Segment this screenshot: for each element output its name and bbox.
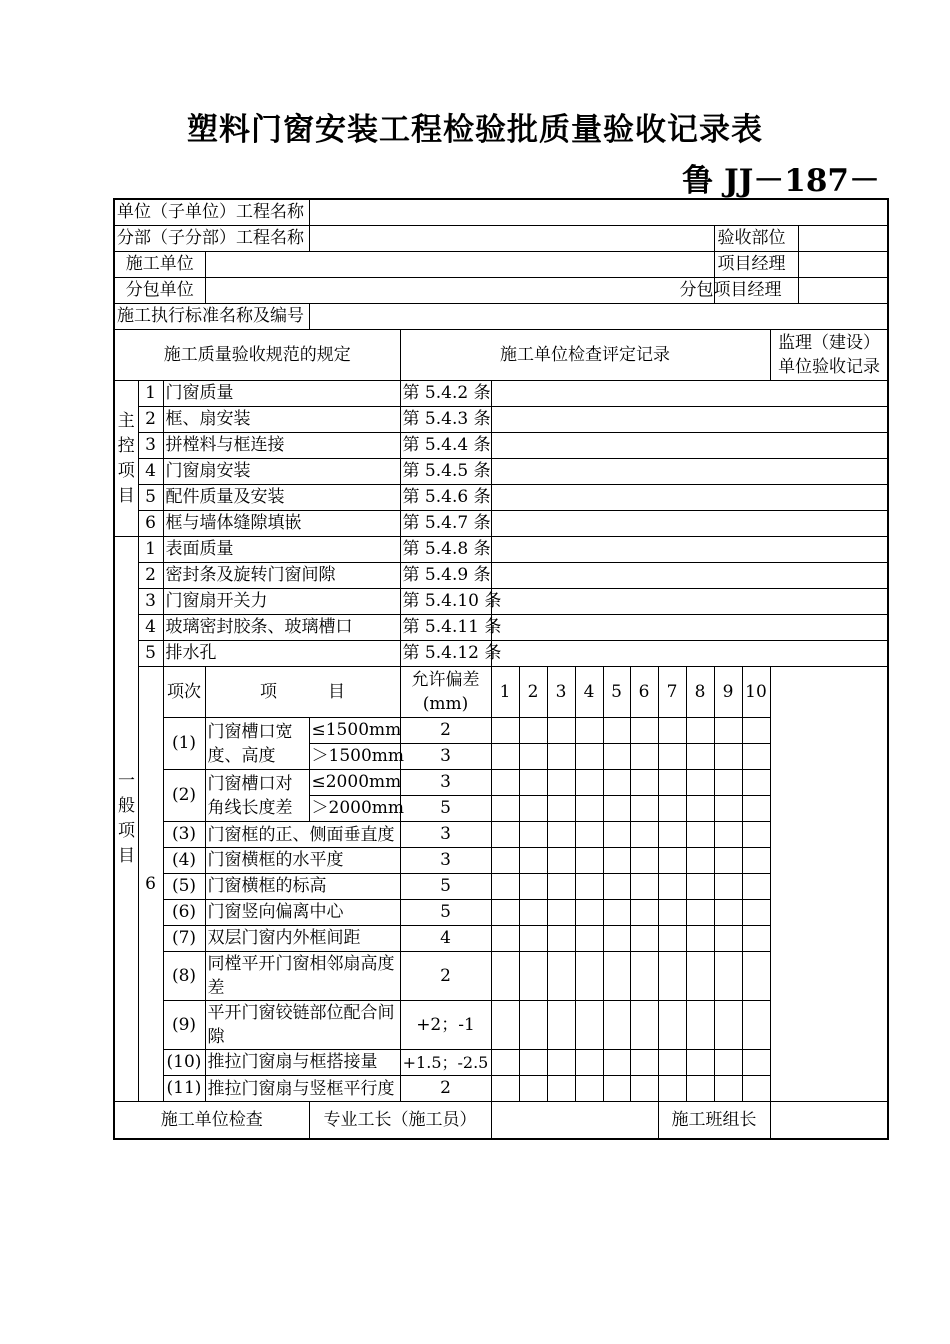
- dev-value: 2: [400, 1076, 491, 1102]
- subcontract-manager-value[interactable]: [799, 278, 888, 303]
- point-cell[interactable]: [630, 874, 658, 900]
- footer-foreman-label: 专业工长（施工员）: [309, 1102, 491, 1140]
- footer-team-leader-value[interactable]: [770, 1102, 888, 1140]
- construction-unit-label: 施工单位: [114, 252, 205, 278]
- point-cell[interactable]: [658, 796, 686, 822]
- point-cell[interactable]: [547, 952, 575, 1001]
- point-heading: 5: [603, 667, 630, 718]
- subcontract-unit-label: 分包单位: [114, 278, 205, 304]
- point-cell[interactable]: [491, 718, 519, 744]
- item-clause: 第 5.4.11 条: [400, 615, 491, 641]
- point-cell[interactable]: [491, 796, 519, 822]
- point-cell[interactable]: [686, 848, 714, 874]
- project-manager-value[interactable]: [799, 252, 888, 277]
- point-cell[interactable]: [714, 1001, 742, 1050]
- point-heading: 6: [630, 667, 658, 718]
- point-cell[interactable]: [547, 718, 575, 744]
- point-cell[interactable]: [714, 1050, 742, 1076]
- point-cell[interactable]: [575, 952, 603, 1001]
- dev-value: 3: [400, 744, 491, 770]
- record-cell[interactable]: [491, 537, 888, 563]
- item-name: 门窗扇开关力: [163, 589, 400, 615]
- point-cell[interactable]: [575, 718, 603, 744]
- point-cell[interactable]: [519, 1050, 547, 1076]
- item-clause: 第 5.4.10 条: [400, 589, 491, 615]
- dev-value: 2: [400, 952, 491, 1001]
- point-heading: 9: [714, 667, 742, 718]
- dev-value: 4: [400, 926, 491, 952]
- point-cell[interactable]: [575, 822, 603, 848]
- point-cell[interactable]: [742, 796, 770, 822]
- dev-seq: (1): [163, 718, 205, 770]
- point-cell[interactable]: [714, 900, 742, 926]
- point-cell[interactable]: [658, 770, 686, 796]
- point-cell[interactable]: [491, 822, 519, 848]
- point-cell[interactable]: [603, 952, 630, 1001]
- item-no: 2: [138, 407, 163, 433]
- point-heading: 3: [547, 667, 575, 718]
- point-cell[interactable]: [575, 796, 603, 822]
- point-cell[interactable]: [603, 1050, 630, 1076]
- inspection-form: [113, 198, 889, 1140]
- dev-seq: (8): [163, 952, 205, 1001]
- dev-seq: (9): [163, 1001, 205, 1050]
- point-cell[interactable]: [519, 770, 547, 796]
- point-cell[interactable]: [547, 874, 575, 900]
- point-cell[interactable]: [575, 848, 603, 874]
- point-cell[interactable]: [714, 952, 742, 1001]
- item-name: 排水孔: [163, 641, 400, 667]
- point-cell[interactable]: [491, 848, 519, 874]
- point-cell[interactable]: [519, 952, 547, 1001]
- allowed-heading: 允许偏差: [411, 670, 480, 690]
- point-cell[interactable]: [491, 1076, 519, 1102]
- record-cell[interactable]: [491, 407, 888, 433]
- item-no: 5: [138, 485, 163, 511]
- point-cell[interactable]: [603, 926, 630, 952]
- subcontract-manager-label: 分包项目经理: [677, 278, 799, 303]
- point-cell[interactable]: [714, 718, 742, 744]
- dev-name: 门窗槽口宽度、高度: [205, 718, 309, 770]
- dev-name: 门窗竖向偏离中心: [205, 900, 400, 926]
- standard-value[interactable]: [309, 304, 888, 330]
- point-cell[interactable]: [603, 770, 630, 796]
- point-cell[interactable]: [686, 1050, 714, 1076]
- point-cell[interactable]: [686, 952, 714, 1001]
- dev-seq: (5): [163, 874, 205, 900]
- point-cell[interactable]: [575, 1050, 603, 1076]
- seq-heading: 项次: [163, 667, 205, 718]
- record-cell[interactable]: [491, 511, 888, 537]
- point-cell[interactable]: [575, 770, 603, 796]
- point-cell[interactable]: [630, 952, 658, 1001]
- item6-no: 6: [138, 667, 163, 1102]
- dev-cond: ＞2000mm: [309, 796, 400, 822]
- point-cell[interactable]: [742, 926, 770, 952]
- point-cell[interactable]: [519, 822, 547, 848]
- dev-cond: ≤2000mm: [309, 770, 400, 796]
- point-cell[interactable]: [630, 900, 658, 926]
- dev-name: 门窗横框的水平度: [205, 848, 400, 874]
- record-cell[interactable]: [491, 589, 888, 615]
- point-cell[interactable]: [630, 1050, 658, 1076]
- main-control-label: 主 控 项 目: [114, 381, 138, 537]
- point-cell[interactable]: [686, 822, 714, 848]
- item-clause: 第 5.4.12 条: [400, 641, 491, 667]
- point-cell[interactable]: [491, 744, 519, 770]
- footer-check-label: 施工单位检查: [114, 1102, 309, 1140]
- point-cell[interactable]: [686, 770, 714, 796]
- point-cell[interactable]: [658, 1001, 686, 1050]
- point-cell[interactable]: [742, 874, 770, 900]
- point-cell[interactable]: [686, 1001, 714, 1050]
- point-cell[interactable]: [547, 848, 575, 874]
- point-heading: 8: [686, 667, 714, 718]
- point-heading: 2: [519, 667, 547, 718]
- point-cell[interactable]: [630, 848, 658, 874]
- point-cell[interactable]: [742, 770, 770, 796]
- record-cell[interactable]: [491, 381, 888, 407]
- point-cell[interactable]: [603, 796, 630, 822]
- footer-team-leader-label: 施工班组长: [658, 1102, 770, 1140]
- dev-value: 3: [400, 770, 491, 796]
- dev-seq: (6): [163, 900, 205, 926]
- point-cell[interactable]: [658, 848, 686, 874]
- item-no: 4: [138, 459, 163, 485]
- point-cell[interactable]: [714, 744, 742, 770]
- item-no: 1: [138, 537, 163, 563]
- footer-foreman-value[interactable]: [491, 1102, 658, 1140]
- dev-name: 同樘平开门窗相邻扇高度差: [205, 952, 400, 1001]
- point-cell[interactable]: [491, 1001, 519, 1050]
- point-cell[interactable]: [603, 900, 630, 926]
- dev-seq: (11): [163, 1076, 205, 1102]
- unit-project-label: 单位（子单位）工程名称: [114, 199, 309, 226]
- point-cell[interactable]: [742, 822, 770, 848]
- point-cell[interactable]: [630, 1076, 658, 1102]
- point-cell[interactable]: [714, 848, 742, 874]
- dev-value: 5: [400, 900, 491, 926]
- item-no: 4: [138, 615, 163, 641]
- point-cell[interactable]: [658, 900, 686, 926]
- item-clause: 第 5.4.9 条: [400, 563, 491, 589]
- point-cell[interactable]: [686, 718, 714, 744]
- construction-unit-value[interactable]: [205, 252, 714, 278]
- item-name: 玻璃密封胶条、玻璃槽口: [163, 615, 400, 641]
- item-heading: 项 目: [205, 667, 400, 718]
- item-name: 框与墙体缝隙填嵌: [163, 511, 400, 537]
- dev-seq: (3): [163, 822, 205, 848]
- point-heading: 1: [491, 667, 519, 718]
- item-name: 密封条及旋转门窗间隙: [163, 563, 400, 589]
- point-cell[interactable]: [603, 874, 630, 900]
- point-cell[interactable]: [547, 1001, 575, 1050]
- point-cell[interactable]: [742, 718, 770, 744]
- item-name: 配件质量及安装: [163, 485, 400, 511]
- point-heading: 7: [658, 667, 686, 718]
- item-name: 门窗质量: [163, 381, 400, 407]
- point-cell[interactable]: [603, 1001, 630, 1050]
- item-name: 拼樘料与框连接: [163, 433, 400, 459]
- item-name: 框、扇安装: [163, 407, 400, 433]
- dev-name: 门窗框的正、侧面垂直度: [205, 822, 400, 848]
- acceptance-part-label: 验收部位: [715, 226, 799, 251]
- check-record-heading: 施工单位检查评定记录: [400, 330, 770, 381]
- point-cell[interactable]: [630, 1001, 658, 1050]
- record-cell[interactable]: [491, 485, 888, 511]
- item-clause: 第 5.4.7 条: [400, 511, 491, 537]
- record-cell[interactable]: [491, 433, 888, 459]
- form-code: 鲁 JJ－187－: [682, 163, 880, 199]
- record-cell[interactable]: [491, 459, 888, 485]
- point-cell[interactable]: [714, 926, 742, 952]
- dev-name: 推拉门窗扇与竖框平行度: [205, 1076, 400, 1102]
- dev-cond: ＞1500mm: [309, 744, 400, 770]
- unit-project-value[interactable]: [309, 199, 888, 226]
- point-cell[interactable]: [714, 874, 742, 900]
- item-no: 2: [138, 563, 163, 589]
- point-cell[interactable]: [491, 952, 519, 1001]
- point-cell[interactable]: [742, 900, 770, 926]
- dev-value: +2；-1: [400, 1001, 491, 1050]
- item-no: 3: [138, 433, 163, 459]
- acceptance-part-value[interactable]: [799, 226, 888, 251]
- point-cell[interactable]: [686, 796, 714, 822]
- dev-value: 5: [400, 796, 491, 822]
- point-cell[interactable]: [491, 900, 519, 926]
- point-cell[interactable]: [603, 822, 630, 848]
- item-clause: 第 5.4.5 条: [400, 459, 491, 485]
- point-cell[interactable]: [575, 874, 603, 900]
- point-cell[interactable]: [519, 926, 547, 952]
- item-no: 5: [138, 641, 163, 667]
- point-cell[interactable]: [630, 744, 658, 770]
- project-manager-label: 项目经理: [715, 252, 799, 277]
- point-cell[interactable]: [658, 1050, 686, 1076]
- point-cell[interactable]: [603, 1076, 630, 1102]
- item-name: 门窗扇安装: [163, 459, 400, 485]
- point-cell[interactable]: [742, 1076, 770, 1102]
- item-name: 表面质量: [163, 537, 400, 563]
- point-cell[interactable]: [603, 718, 630, 744]
- point-cell[interactable]: [575, 926, 603, 952]
- point-cell[interactable]: [547, 1050, 575, 1076]
- point-cell[interactable]: [742, 1001, 770, 1050]
- dev-seq: (4): [163, 848, 205, 874]
- point-cell[interactable]: [742, 744, 770, 770]
- unit-heading: (mm): [422, 694, 469, 714]
- item-clause: 第 5.4.8 条: [400, 537, 491, 563]
- point-cell[interactable]: [714, 796, 742, 822]
- point-cell[interactable]: [575, 1001, 603, 1050]
- point-cell[interactable]: [491, 874, 519, 900]
- point-cell[interactable]: [658, 874, 686, 900]
- point-cell[interactable]: [547, 822, 575, 848]
- point-cell[interactable]: [519, 1001, 547, 1050]
- point-cell[interactable]: [686, 744, 714, 770]
- point-cell[interactable]: [686, 874, 714, 900]
- point-cell[interactable]: [603, 848, 630, 874]
- point-cell[interactable]: [742, 848, 770, 874]
- point-cell[interactable]: [658, 926, 686, 952]
- dev-name: 门窗横框的标高: [205, 874, 400, 900]
- point-cell[interactable]: [686, 1076, 714, 1102]
- page-title: 塑料门窗安装工程检验批质量验收记录表: [187, 112, 763, 148]
- point-cell[interactable]: [630, 770, 658, 796]
- point-cell[interactable]: [519, 718, 547, 744]
- point-cell[interactable]: [742, 1050, 770, 1076]
- item-no: 1: [138, 381, 163, 407]
- spec-heading: 施工质量验收规范的规定: [114, 330, 400, 381]
- dev-value: 3: [400, 848, 491, 874]
- point-heading: 4: [575, 667, 603, 718]
- point-cell[interactable]: [575, 1076, 603, 1102]
- sub-project-value[interactable]: [309, 226, 714, 252]
- point-cell[interactable]: [491, 770, 519, 796]
- point-cell[interactable]: [519, 796, 547, 822]
- point-cell[interactable]: [658, 744, 686, 770]
- item-no: 3: [138, 589, 163, 615]
- point-cell[interactable]: [519, 900, 547, 926]
- point-cell[interactable]: [630, 718, 658, 744]
- item-clause: 第 5.4.6 条: [400, 485, 491, 511]
- point-cell[interactable]: [491, 1050, 519, 1076]
- dev-name: 双层门窗内外框间距: [205, 926, 400, 952]
- point-cell[interactable]: [686, 900, 714, 926]
- item-clause: 第 5.4.4 条: [400, 433, 491, 459]
- dev-value: 3: [400, 822, 491, 848]
- point-cell[interactable]: [519, 744, 547, 770]
- dev-value: 5: [400, 874, 491, 900]
- point-cell[interactable]: [630, 796, 658, 822]
- point-cell[interactable]: [519, 848, 547, 874]
- point-cell[interactable]: [658, 822, 686, 848]
- point-cell[interactable]: [630, 926, 658, 952]
- point-cell[interactable]: [603, 744, 630, 770]
- point-heading: 10: [742, 667, 770, 718]
- point-cell[interactable]: [547, 796, 575, 822]
- record-cell[interactable]: [491, 563, 888, 589]
- dev-name: 推拉门窗扇与框搭接量: [205, 1050, 400, 1076]
- dev-seq: (10): [163, 1050, 205, 1076]
- dev-value: 2: [400, 718, 491, 744]
- point-cell[interactable]: [575, 900, 603, 926]
- dev-cond: ≤1500mm: [309, 718, 400, 744]
- subcontract-unit-value[interactable]: [205, 278, 714, 304]
- item-clause: 第 5.4.2 条: [400, 381, 491, 407]
- point-cell[interactable]: [547, 770, 575, 796]
- point-cell[interactable]: [519, 1076, 547, 1102]
- point-cell[interactable]: [658, 718, 686, 744]
- point-cell[interactable]: [686, 926, 714, 952]
- dev-value: +1.5；-2.5: [400, 1050, 491, 1076]
- point-cell[interactable]: [547, 1076, 575, 1102]
- standard-label: 施工执行标准名称及编号: [114, 304, 309, 330]
- point-cell[interactable]: [547, 744, 575, 770]
- dev-name: 平开门窗铰链部位配合间隙: [205, 1001, 400, 1050]
- item-no: 6: [138, 511, 163, 537]
- point-cell[interactable]: [575, 744, 603, 770]
- dev-name: 门窗槽口对角线长度差: [205, 770, 309, 822]
- sub-project-label: 分部（子分部）工程名称: [114, 226, 309, 252]
- point-cell[interactable]: [742, 952, 770, 1001]
- record-cell[interactable]: [491, 615, 888, 641]
- point-cell[interactable]: [714, 770, 742, 796]
- dev-seq: (2): [163, 770, 205, 822]
- point-cell[interactable]: [491, 926, 519, 952]
- point-cell[interactable]: [630, 822, 658, 848]
- item-clause: 第 5.4.3 条: [400, 407, 491, 433]
- point-cell[interactable]: [658, 1076, 686, 1102]
- point-cell[interactable]: [547, 900, 575, 926]
- point-cell[interactable]: [714, 1076, 742, 1102]
- supervisor-heading: 监理（建设）单位验收记录: [770, 330, 888, 381]
- point-cell[interactable]: [547, 926, 575, 952]
- general-label: 一 般 项 目: [114, 537, 138, 1102]
- record-cell[interactable]: [491, 641, 888, 667]
- dev-seq: (7): [163, 926, 205, 952]
- point-cell[interactable]: [714, 822, 742, 848]
- point-cell[interactable]: [658, 952, 686, 1001]
- point-cell[interactable]: [519, 874, 547, 900]
